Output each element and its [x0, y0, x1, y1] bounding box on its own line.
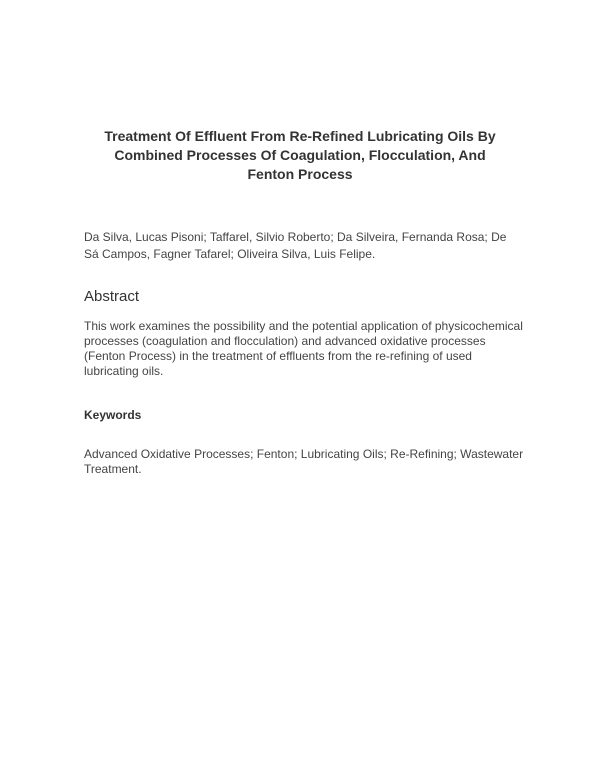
abstract-text: This work examines the possibility and the potential application of physicochemical processes (coagulation and flocculation) and advanced oxidative processes (Fenton Process) in the treatment of effluents from the re-refining of used lubricating oils.	[84, 319, 523, 378]
author-list: Da Silva, Lucas Pisoni; Taffarel, Silvio Roberto; Da Silveira, Fernanda Rosa; De Sá Campos, Fagner Tafarel; Oliveira Silva, Luis Felipe.	[84, 230, 507, 261]
keywords-heading: Keywords	[84, 408, 142, 422]
keywords-text: Advanced Oxidative Processes; Fenton; Lubricating Oils; Re-Refining; Wastewater Treatment.	[84, 447, 524, 476]
paper-title: Treatment Of Effluent From Re-Refined Lubricating Oils By Combined Processes Of Coagulation, Flocculation, And Fenton Process	[104, 128, 496, 182]
abstract-heading: Abstract	[84, 288, 140, 305]
